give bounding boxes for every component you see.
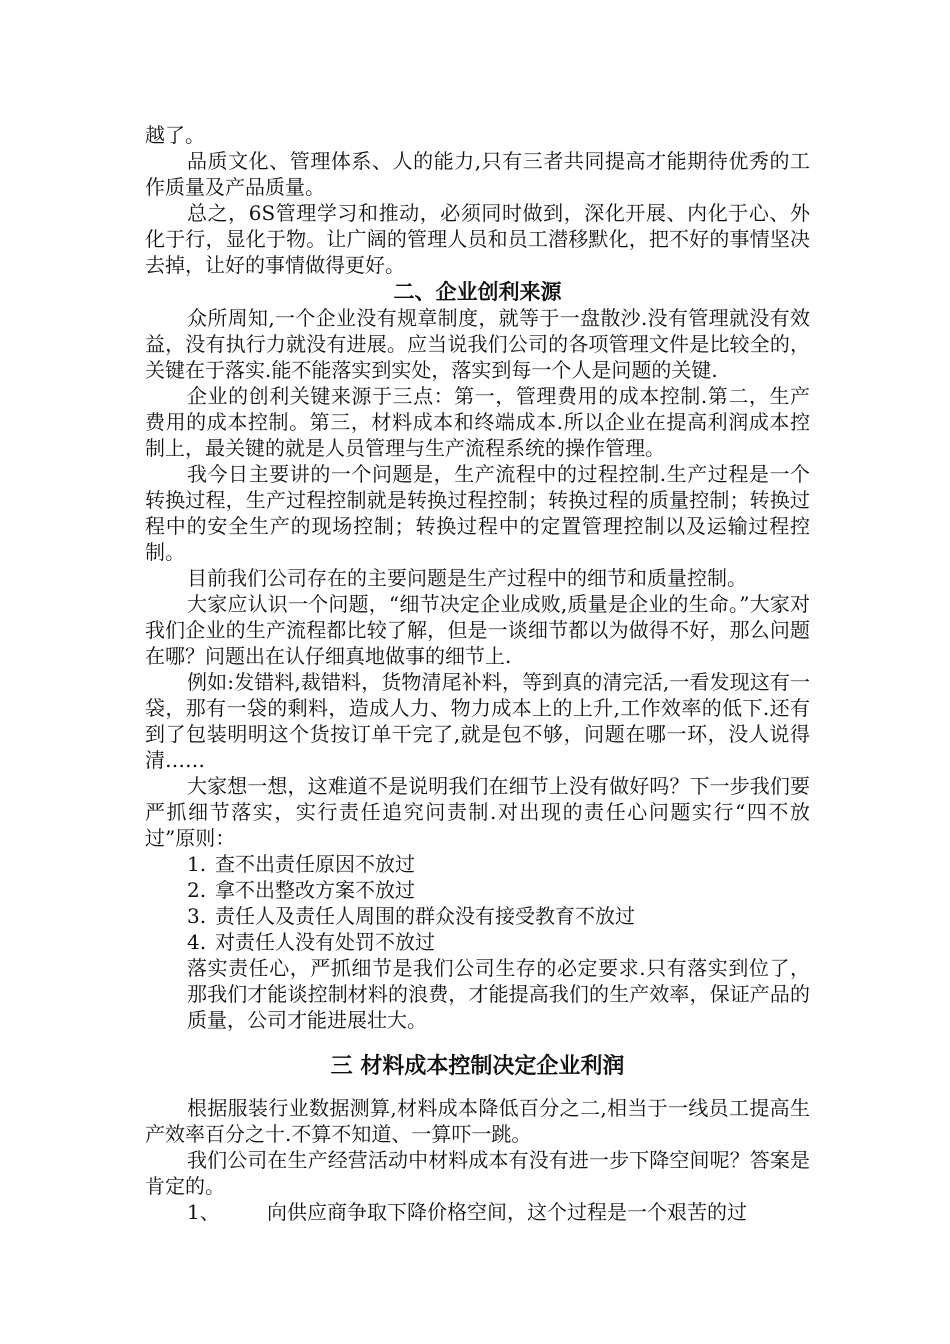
section-heading-material-cost: 三 材料成本控制决定企业利润: [330, 1053, 625, 1079]
paragraph-example: 例如:发错料,裁错料，货物清尾补料，等到真的清完活,一看发现这有一袋，那有一袋的剩料，造成人力、物力成本上的上升,工作效率的低下.还有到了包装明明这个货按订单干完了,就是包不够，问题在哪一环，没人说得清……: [145, 670, 810, 772]
paragraph-regulations: 众所周知,一个企业没有规章制度，就等于一盘散沙.没有管理就没有效益，没有执行力就没有进展。应当说我们公司的各项管理文件是比较全的，关键在于落实.能不能落实到实处，落实到每一个人是问题的关键.: [145, 306, 810, 382]
paragraph-quality-culture: 品质文化、管理体系、人的能力,只有三者共同提高才能期待优秀的工作质量及产品质量。: [145, 149, 810, 199]
numbered-item-suppliers: [145, 1199, 810, 1225]
paragraph-four-principles: 大家想一想，这难道不是说明我们在细节上没有做好吗？下一步我们要严抓细节落实，实行责任追究问责制.对出现的责任心问题实行“四不放过”原则：: [145, 774, 810, 850]
list-text: 责任人及责任人周围的群众没有接受教育不放过: [215, 904, 635, 928]
list-number: 3.: [187, 904, 207, 928]
list-text: 拿不出整改方案不放过: [215, 878, 415, 902]
paragraph-responsibility: 落实责任心，严抓细节是我们公司生存的必定要求.只有落实到位了，那我们才能谈控制材料的浪费，才能提高我们的生产效率，保证产品的质量，公司才能进展壮大。: [187, 956, 810, 1032]
list-number: 4.: [187, 930, 207, 954]
document-page: [145, 122, 810, 1225]
paragraph-6s-summary: 总之，6S管理学习和推动，必须同时做到，深化开展、内化于心、外化于行，显化于物。让广阔的管理人员和员工潜移默化，把不好的事情坚决去掉，让好的事情做得更好。: [145, 201, 810, 277]
paragraph-three-points: 企业的创利关键来源于三点：第一，管理费用的成本控制.第二，生产费用的成本控制。第三，材料成本和终端成本.所以企业在提高利润成本控制上，最关键的就是人员管理与生产流程系统的操作管理。: [145, 384, 810, 460]
list-number: 1.: [187, 852, 207, 876]
paragraph-main-problem: 目前我们公司存在的主要问题是生产过程中的细节和质量控制。: [187, 566, 747, 590]
item-number: 1、: [187, 1200, 220, 1224]
list-number: 2.: [187, 878, 207, 902]
list-text: 对责任人没有处罚不放过: [215, 930, 435, 954]
paragraph-details-matter: 大家应认识一个问题，“细节决定企业成败,质量是企业的生命。”大家对我们企业的生产流程都比较了解，但是一谈细节都以为做得不好，那么问题在哪？问题出在认仔细真地做事的细节上.: [145, 592, 810, 668]
list-item: [145, 851, 810, 877]
paragraph-cost-space: 我们公司在生产经营活动中材料成本有没有进一步下降空间呢？答案是肯定的。: [145, 1148, 810, 1198]
paragraph-process-control: 我今日主要讲的一个问题是，生产流程中的过程控制.生产过程是一个转换过程，生产过程控制就是转换过程控制；转换过程的质量控制；转换过程中的安全生产的现场控制；转换过程中的定置管理控制以及运输过程控制。: [145, 462, 810, 564]
paragraph-continuation: 越了。: [145, 123, 205, 147]
list-item: [145, 929, 810, 955]
list-item: [145, 877, 810, 903]
section-heading-profit-sources: 二、企业创利来源: [393, 279, 562, 304]
list-text: 查不出责任原因不放过: [215, 852, 415, 876]
item-text: 向供应商争取下降价格空间，这个过程是一个艰苦的过: [267, 1200, 747, 1224]
four-principles-list: [145, 851, 810, 955]
list-item: [145, 903, 810, 929]
paragraph-industry-data: 根据服装行业数据测算,材料成本降低百分之二,相当于一线员工提高生产效率百分之十.不算不知道、一算吓一跳。: [145, 1096, 810, 1146]
